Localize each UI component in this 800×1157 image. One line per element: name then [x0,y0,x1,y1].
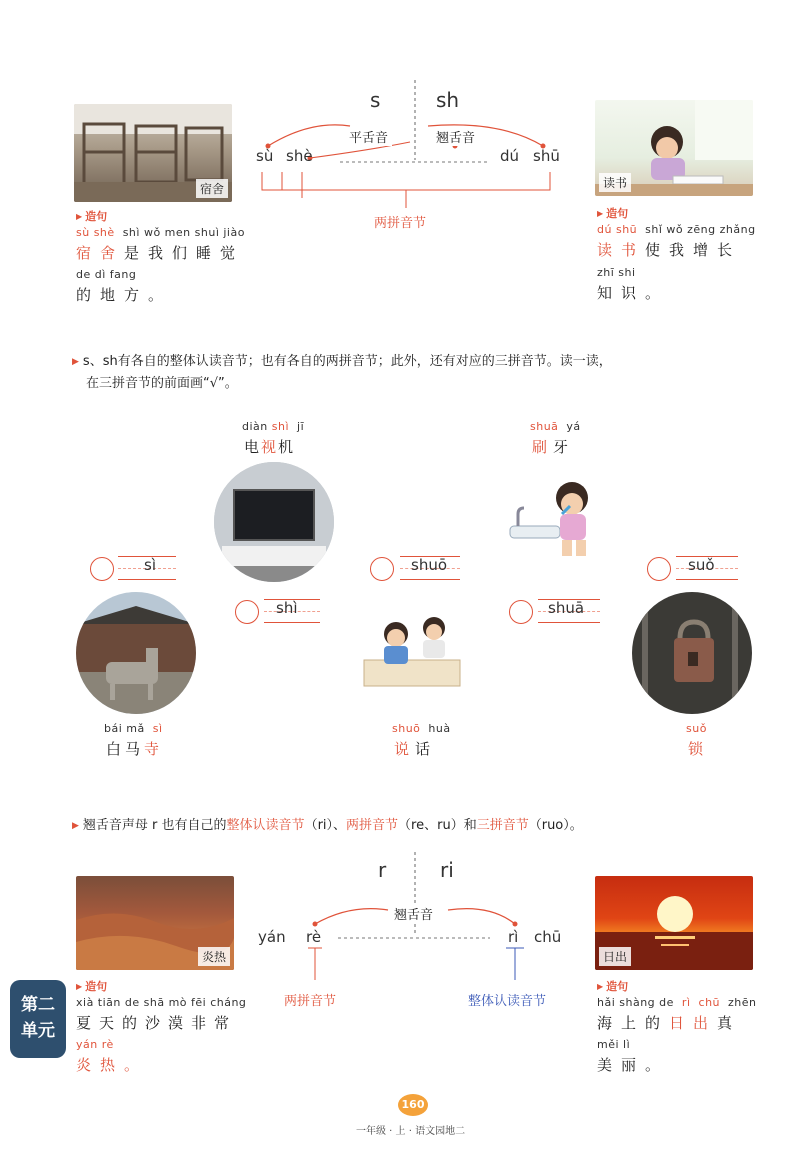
syllable-shuo: shuō [411,556,448,574]
unit-tab-line-1: 第二 [21,995,55,1015]
sentence-pinyin-2: zhī shi [597,266,636,279]
letter-s: s [370,88,381,112]
photo-caption: 炎热 [198,947,230,966]
sentence-pinyin-2: měi lì [597,1038,631,1051]
sentence-pinyin: xià tiān de shā mò fēi cháng [76,996,247,1009]
page-number: 160 [401,1098,425,1111]
temple-pinyin: bái mǎ sì [104,722,163,735]
syllable-re: rè [306,928,322,946]
sentence-hanzi: 海上的日出真 [597,1014,742,1032]
syllable-she: shè [286,147,313,165]
reading-photo [595,100,753,196]
talk-pinyin: shuō huà [392,722,451,735]
lock-photo [632,592,752,714]
letter-r: r [378,858,387,882]
check-circle-suo[interactable] [647,557,671,581]
syllable-du: dú [500,147,520,165]
syllable-ri: rì [508,928,519,946]
syllable-suo: suǒ [688,556,715,574]
sentence-pinyin: dú shū shǐ wǒ zēng zhǎng [597,223,756,236]
kids-talking-illustration [360,610,470,692]
curled-tongue-label: 翘舌音 [432,127,479,146]
check-circle-shuo[interactable] [370,557,394,581]
brush-hanzi: 刷牙 [532,438,575,456]
lock-hanzi: 锁 [688,740,713,758]
page-number-badge [398,1094,428,1116]
syllable-shua: shuā [548,599,585,617]
dormitory-photo [74,104,232,202]
sentence-pinyin: sù shè shì wǒ men shuì jiào [76,226,245,239]
syllable-yan: yán [258,928,286,946]
whole-reading-label: 整体认读音节 [468,994,547,1009]
tv-icon [214,462,334,582]
sentence-hanzi-2: 知识。 [597,284,670,302]
photo-caption: 日出 [599,947,631,966]
sentence-tag: ▶ 造句 [597,205,628,221]
instruction-line-2: 在三拼音节的前面画“√”。 [86,376,238,391]
sentence-hanzi: 夏天的沙漠非常 [76,1014,238,1032]
unit-tab [10,980,66,1058]
sentence-hanzi-2: 的地方。 [76,286,173,304]
temple-photo [76,592,196,714]
sentence-tag: ▶ 造句 [76,978,107,994]
tv-hanzi: 电视机 [244,438,296,456]
sunrise-photo [595,876,753,970]
syllable-su: sù [256,147,274,165]
check-circle-shi[interactable] [235,600,259,624]
talk-hanzi: 说话 [394,740,437,758]
padlock-icon [632,592,752,714]
sentence-hanzi: 宿舍是我们睡觉 [76,244,245,262]
curled-tongue-label: 翘舌音 [390,904,437,923]
tv-pinyin: diàn shì jī [242,420,305,433]
flat-tongue-label: 平舌音 [345,127,392,146]
footer-text: 一年级 · 上 · 语文园地二 [356,1126,466,1137]
horse-statue-icon [76,592,196,714]
syllable-si: sì [144,556,156,574]
temple-hanzi: 白马寺 [106,740,164,758]
girl-brushing-teeth-illustration [500,470,620,560]
sentence-hanzi-2: 炎热。 [76,1056,149,1074]
tv-photo [214,462,334,582]
syllable-shu: shū [533,147,560,165]
sentence-tag: ▶ 造句 [76,208,107,224]
photo-caption: 读书 [599,173,631,192]
sentence-hanzi-2: 美丽。 [597,1056,670,1074]
sentence-pinyin-2: de dì fang [76,268,137,281]
instruction-r: ▶ 翘舌音声母 r 也有自己的整体认读音节（ri）、两拼音节（re、ru）和三拼音节（ruo）。 [72,818,583,833]
letter-sh: sh [436,88,460,112]
brush-pinyin: shuā yá [530,420,581,433]
sentence-pinyin: hǎi shàng de rì chū zhēn [597,996,757,1009]
check-circle-si[interactable] [90,557,114,581]
sentence-hanzi: 读书使我增长 [597,241,742,259]
unit-tab-line-2: 单元 [21,1021,55,1041]
sentence-pinyin-2: yán rè [76,1038,114,1051]
lock-pinyin: suǒ [686,722,707,735]
instruction-line-1: ▶ s、sh有各自的整体认读音节；也有各自的两拼音节；此外，还有对应的三拼音节。读一读， [72,354,612,369]
syllable-shi: shì [276,599,298,617]
desert-photo [76,876,234,970]
syllable-chu: chū [534,928,562,946]
check-circle-shua[interactable] [509,600,533,624]
sentence-tag: ▶ 造句 [597,978,628,994]
two-spelling-label: 两拼音节 [374,216,427,231]
photo-caption: 宿舍 [196,179,228,198]
letter-ri: ri [440,858,454,882]
two-spelling-label: 两拼音节 [284,994,337,1009]
